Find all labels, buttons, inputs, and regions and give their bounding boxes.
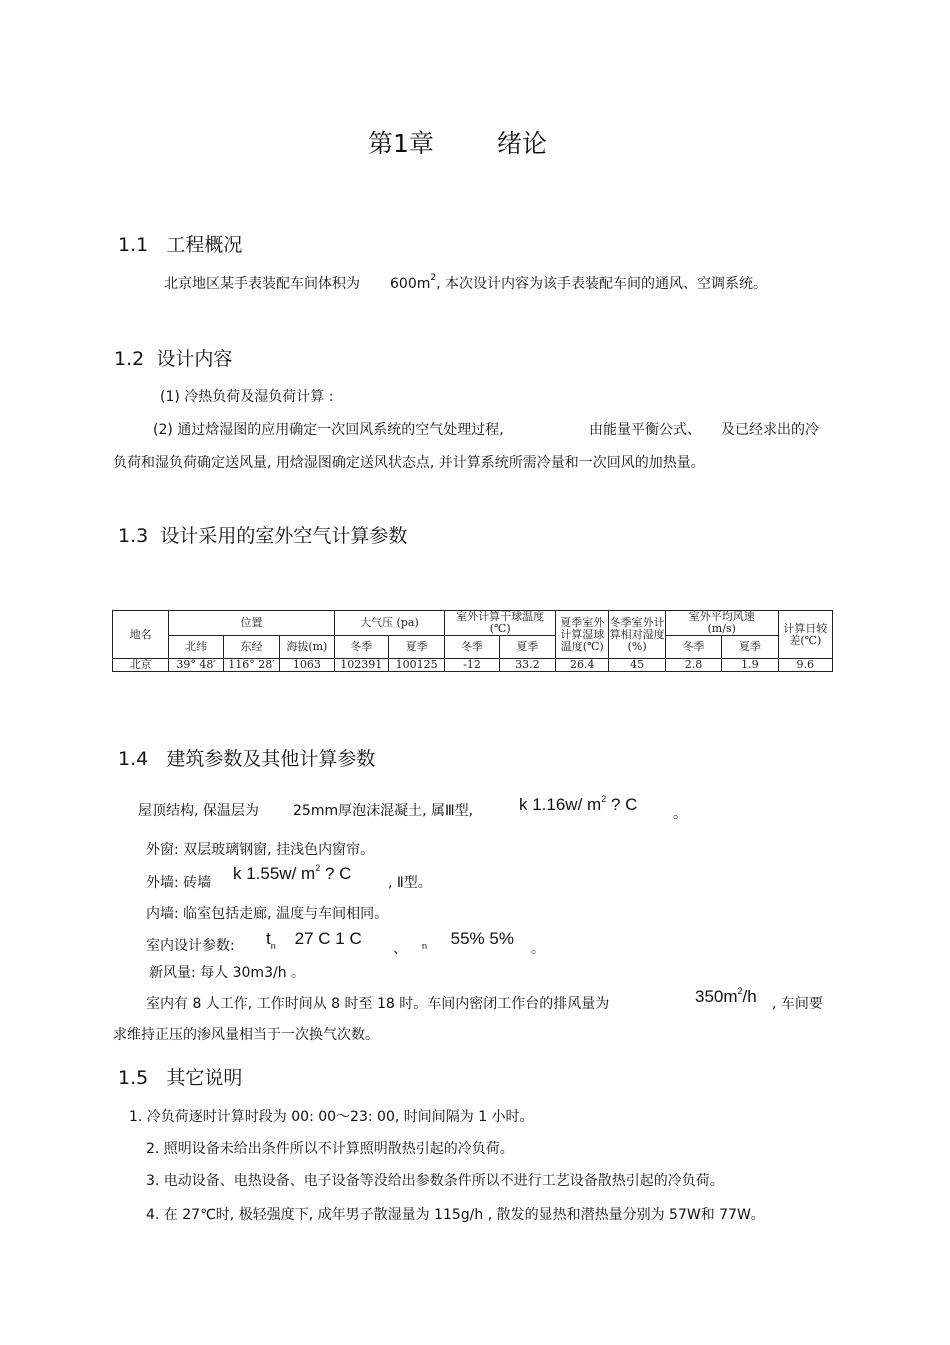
section-number: 1.2 <box>114 348 145 370</box>
people-text-a: 室内有 8 人工作, 工作时间从 8 时至 18 时。车间内密闭工作台的排风量为 <box>146 996 610 1012</box>
header-wind: 室外平均风速(m/s) <box>665 611 778 636</box>
superscript: 2 <box>737 986 743 996</box>
text-segment: 北京地区某手表装配车间体积为 <box>164 276 360 292</box>
cell-latitude: 39° 48′ <box>169 659 223 672</box>
design-item-2-line-2: 负荷和湿负荷确定送风量, 用焓湿图确定送风状态点, 并计算系统所需冷量和一次回风的加热量。 <box>113 455 705 471</box>
section-1-3-heading <box>118 521 407 548</box>
table-row <box>113 659 833 672</box>
header-daily-range: 计算日较差(℃) <box>778 611 832 659</box>
section-1-2-heading <box>114 344 232 371</box>
cell-location: 北京 <box>113 659 169 672</box>
indoor-end: 。 <box>531 941 545 957</box>
exhaust-value <box>695 987 757 1007</box>
subheader-drybulb-winter: 冬季 <box>445 636 499 659</box>
cell-wind-summer: 1.9 <box>722 659 778 672</box>
header-position: 位置 <box>169 611 334 636</box>
note-2: 2. 照明设备未给出条件所以不计算照明散热引起的冷负荷。 <box>146 1141 514 1157</box>
section-title: 设计采用的室外空气计算参数 <box>160 525 408 547</box>
note-4: 4. 在 27℃时, 极轻强度下, 成年男子散湿量为 115g/h , 散发的显热和潜热量分别为 57W和 77W。 <box>146 1207 765 1223</box>
indoor-temp-formula <box>266 929 362 949</box>
cell-pressure-winter: 102391 <box>334 659 388 672</box>
header-wetbulb: 夏季室外计算湿球温度(℃) <box>556 611 609 659</box>
header-location: 地名 <box>113 611 169 659</box>
note-3: 3. 电动设备、电热设备、电子设备等没给出参数条件所以不进行工艺设备散热引起的冷负荷。 <box>146 1173 724 1189</box>
design-item-2-part-a: (2) 通过焓湿图的应用确定一次回风系统的空气处理过程, <box>153 422 504 438</box>
roof-k-formula <box>519 795 637 815</box>
subheader-wind-winter: 冬季 <box>665 636 721 659</box>
section-1-1-text <box>164 274 767 296</box>
people-line-2: 求维持正压的渗风量相当于一次换气次数。 <box>113 1027 379 1043</box>
design-item-2-part-c: 及已经求出的冷 <box>721 422 819 438</box>
cell-pressure-summer: 100125 <box>388 659 444 672</box>
fresh-air-text: 新风量: 每人 30m3/h 。 <box>149 965 306 981</box>
design-item-2-part-b: 由能量平衡公式、 <box>589 422 701 438</box>
superscript: 2 <box>601 794 607 804</box>
cell-humidity: 45 <box>609 659 665 672</box>
formula-part: 27 C 1 C <box>294 929 362 948</box>
formula-part: ? C <box>320 864 352 883</box>
roof-end: 。 <box>673 806 687 822</box>
subheader-altitude: 海拔(m) <box>280 636 334 659</box>
formula-part: /h <box>742 987 757 1006</box>
section-number: 1.5 <box>118 1067 149 1089</box>
cell-wind-winter: 2.8 <box>665 659 721 672</box>
cell-altitude: 1063 <box>280 659 334 672</box>
superscript: 2 <box>315 863 321 873</box>
chapter-number: 第1章 <box>368 129 434 158</box>
subheader-longitude: 东经 <box>223 636 279 659</box>
window-text: 外窗: 双层玻璃钢窗, 挂浅色内窗帘。 <box>146 842 375 858</box>
wall-k-formula <box>233 864 351 884</box>
wall-text-a: 外墙: 砖墙 <box>146 875 212 891</box>
subheader-wind-summer: 夏季 <box>722 636 778 659</box>
header-humidity: 冬季室外计算相对湿度(%) <box>609 611 665 659</box>
section-title: 设计内容 <box>156 348 233 370</box>
inner-wall-text: 内墙: 临室包括走廊, 温度与车间相同。 <box>146 906 389 922</box>
cell-drybulb-summer: 33.2 <box>499 659 555 672</box>
cell-drybulb-winter: -12 <box>445 659 499 672</box>
section-1-1-heading <box>118 230 242 257</box>
formula-part: 350m <box>695 987 738 1006</box>
volume-value: 600m <box>390 276 431 292</box>
header-pressure: 大气压 (pa) <box>334 611 445 636</box>
formula-part: 55% 5% <box>450 929 514 948</box>
section-1-5-heading <box>118 1063 242 1090</box>
formula-part: k 1.55w/ m <box>233 864 316 883</box>
indoor-separator: 、 <box>393 941 407 957</box>
text-segment: , 本次设计内容为该手表装配车间的通风、空调系统。 <box>436 276 767 292</box>
roof-text-a: 屋顶结构, 保温层为 <box>138 803 259 819</box>
section-number: 1.4 <box>118 748 149 770</box>
roof-text-b: 25mm厚泡沫混凝土, 属Ⅲ型, <box>293 803 474 819</box>
design-item-1: (1) 冷热负荷及湿负荷计算 : <box>160 389 334 405</box>
outdoor-parameters-table <box>112 610 833 672</box>
superscript: 2 <box>430 273 437 283</box>
subheader-drybulb-summer: 夏季 <box>499 636 555 659</box>
subheader-pressure-summer: 夏季 <box>388 636 444 659</box>
section-number: 1.3 <box>118 525 149 547</box>
indoor-label: 室内设计参数: <box>146 938 235 954</box>
cell-longitude: 116° 28′ <box>223 659 279 672</box>
formula-part: t <box>266 929 271 948</box>
section-title: 建筑参数及其他计算参数 <box>166 748 376 770</box>
note-1: 1. 冷负荷逐时计算时段为 00: 00～23: 00, 时间间隔为 1 小时。 <box>129 1109 534 1125</box>
subheader-pressure-winter: 冬季 <box>334 636 388 659</box>
formula-part: ? C <box>606 795 638 814</box>
subscript: n <box>422 941 428 951</box>
chapter-title: 绪论 <box>497 129 548 158</box>
section-title: 工程概况 <box>166 234 243 256</box>
cell-daily-range: 9.6 <box>778 659 832 672</box>
wall-text-b: , Ⅱ型。 <box>388 875 432 891</box>
indoor-humidity-formula <box>422 929 514 949</box>
section-number: 1.1 <box>118 234 149 256</box>
section-title: 其它说明 <box>166 1067 243 1089</box>
subscript: n <box>270 941 276 951</box>
people-text-b: , 车间要 <box>772 996 823 1012</box>
cell-wetbulb: 26.4 <box>556 659 609 672</box>
section-1-4-heading <box>118 744 375 771</box>
formula-part: k 1.16w/ m <box>519 795 602 814</box>
header-drybulb: 室外计算干球温度(℃) <box>445 611 556 636</box>
subheader-latitude: 北纬 <box>169 636 223 659</box>
